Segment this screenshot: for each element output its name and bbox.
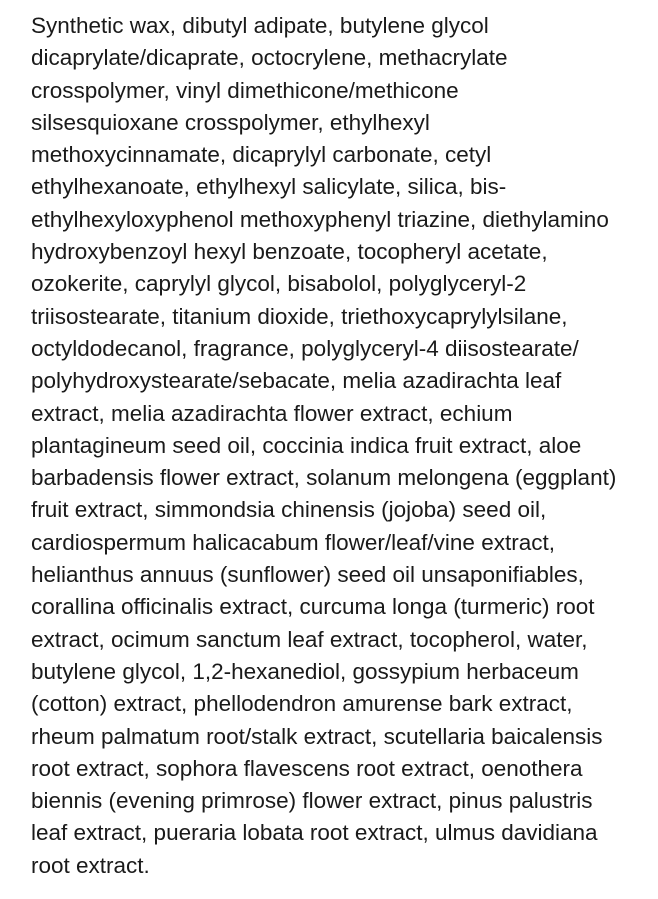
- ingredients-text: [31, 10, 631, 882]
- ingredients-line: leaf extract, pueraria lobata root extract, ulmus davidiana: [31, 820, 598, 846]
- ingredients-line: ozokerite, caprylyl glycol, bisabolol, polyglyceryl-2: [31, 271, 527, 297]
- ingredients-line: (cotton) extract, phellodendron amurense bark extract,: [31, 691, 573, 717]
- ingredients-line: ethylhexyloxyphenol methoxyphenyl triazine, diethylamino: [31, 206, 609, 232]
- ingredients-line: extract, ocimum sanctum leaf extract, tocopherol, water,: [31, 626, 588, 652]
- ingredients-line: barbadensis flower extract, solanum melongena (eggplant): [31, 465, 617, 491]
- ingredients-line: ethylhexanoate, ethylhexyl salicylate, silica, bis-: [31, 174, 507, 200]
- ingredients-line: helianthus annuus (sunflower) seed oil unsaponifiables,: [31, 562, 584, 588]
- ingredients-line: silsesquioxane crosspolymer, ethylhexyl: [31, 109, 430, 135]
- ingredients-line: polyhydroxystearate/sebacate, melia azadirachta leaf: [31, 368, 562, 394]
- ingredients-line: extract, melia azadirachta flower extract, echium: [31, 400, 513, 426]
- ingredients-line: corallina officinalis extract, curcuma longa (turmeric) root: [31, 594, 595, 620]
- ingredients-line: root extract.: [31, 852, 150, 878]
- ingredients-line: octyldodecanol, fragrance, polyglyceryl-4 diisostearate/: [31, 335, 579, 361]
- ingredients-line: Synthetic wax, dibutyl adipate, butylene glycol: [31, 13, 489, 38]
- ingredients-line: methoxycinnamate, dicaprylyl carbonate, cetyl: [31, 142, 492, 168]
- ingredients-line: rheum palmatum root/stalk extract, scutellaria baicalensis: [31, 723, 603, 749]
- ingredients-line: hydroxybenzoyl hexyl benzoate, tocopheryl acetate,: [31, 239, 548, 265]
- ingredients-line: root extract, sophora flavescens root extract, oenothera: [31, 755, 583, 781]
- ingredients-line: triisostearate, titanium dioxide, triethoxycaprylylsilane,: [31, 303, 568, 329]
- ingredients-line: butylene glycol, 1,2-hexanediol, gossypium herbaceum: [31, 658, 579, 684]
- ingredients-line: cardiospermum halicacabum flower/leaf/vine extract,: [31, 529, 555, 555]
- ingredients-line: biennis (evening primrose) flower extract, pinus palustris: [31, 788, 593, 814]
- ingredients-line: crosspolymer, vinyl dimethicone/methicone: [31, 77, 459, 103]
- ingredients-line: fruit extract, simmondsia chinensis (jojoba) seed oil,: [31, 497, 547, 523]
- ingredients-line: dicaprylate/dicaprate, octocrylene, methacrylate: [31, 45, 508, 71]
- ingredients-line: plantagineum seed oil, coccinia indica fruit extract, aloe: [31, 432, 582, 458]
